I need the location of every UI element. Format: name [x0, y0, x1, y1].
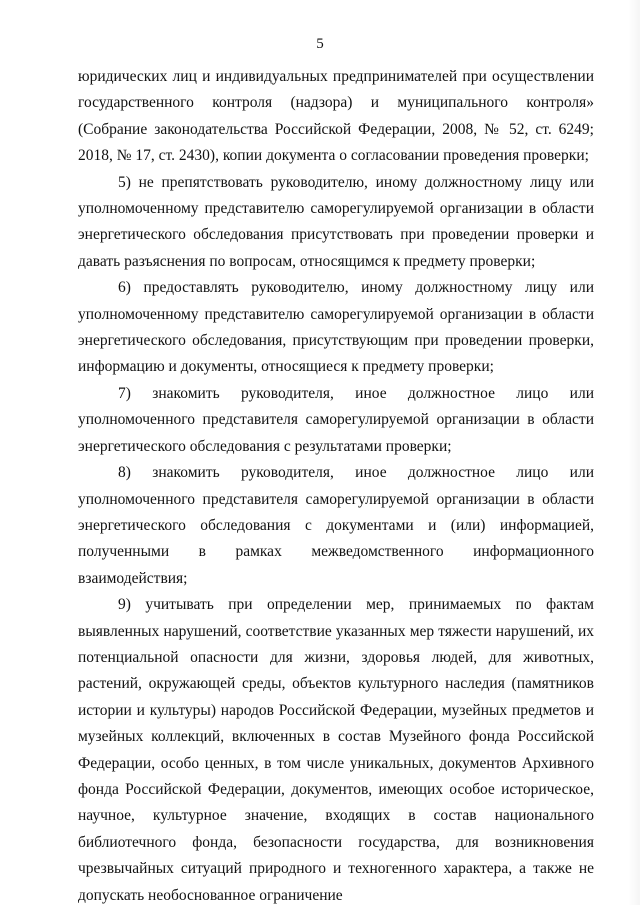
- paragraph-item-6: 6) предоставлять руководителю, иному должностному лицу или уполномоченному представителю саморегулируемой организации в области энергетического обследования, присутствующим при проведении проверки, информацию и документы, относящиеся к предмету проверки;: [78, 279, 594, 376]
- page-number: 5: [316, 36, 324, 52]
- paragraph-item-5: 5) не препятствовать руководителю, иному должностному лицу или уполномоченному представителю саморегулируемой организации в области энергетического обследования присутствовать при проведении проверки и давать разъяснения по вопросам, относящимся к предмету проверки;: [78, 173, 594, 270]
- paragraph-item-7: 7) знакомить руководителя, иное должностное лицо или уполномоченного представителя саморегулируемой организации в области энергетического обследования с результатами проверки;: [78, 384, 594, 455]
- paragraph-item-9: 9) учитывать при определении мер, принимаемых по фактам выявленных нарушений, соответствие указанных мер тяжести нарушений, их потенциальной опасности для жизни, здоровья людей, для животных, растений, окружающей среды, объектов культурного наследия (памятников истории и культуры) народов Российской Федерации, музейных предметов и музейных коллекций, включенных в состав Музейного фонда Российской Федерации, особо ценных, в том числе уникальных, документов Архивного фонда Российской Федерации, документов, имеющих особое историческое, научное, культурное значение, входящих в состав национального библиотечного фонда, безопасности государства, для возникновения чрезвычайных ситуаций природного и техногенного характера, а также не допускать необоснованное ограничение: [78, 596, 594, 904]
- scan-edge-shadow: [628, 0, 640, 905]
- paragraph-continuation: юридических лиц и индивидуальных предпринимателей при осуществлении государственного контроля (надзора) и муниципального контроля» (Собрание законодательства Российской Федерации, 2008, № 52, ст. 6249; 2018, № 17, ст. 2430), копии документа о согласовании проведения проверки;: [78, 68, 594, 165]
- paragraph-item-8: 8) знакомить руководителя, иное должностное лицо или уполномоченного представителя саморегулируемой организации в области энергетического обследования с документами и (или) информацией, полученными в рамках межведомственного информационного взаимодействия;: [78, 464, 594, 587]
- document-body: [78, 64, 594, 909]
